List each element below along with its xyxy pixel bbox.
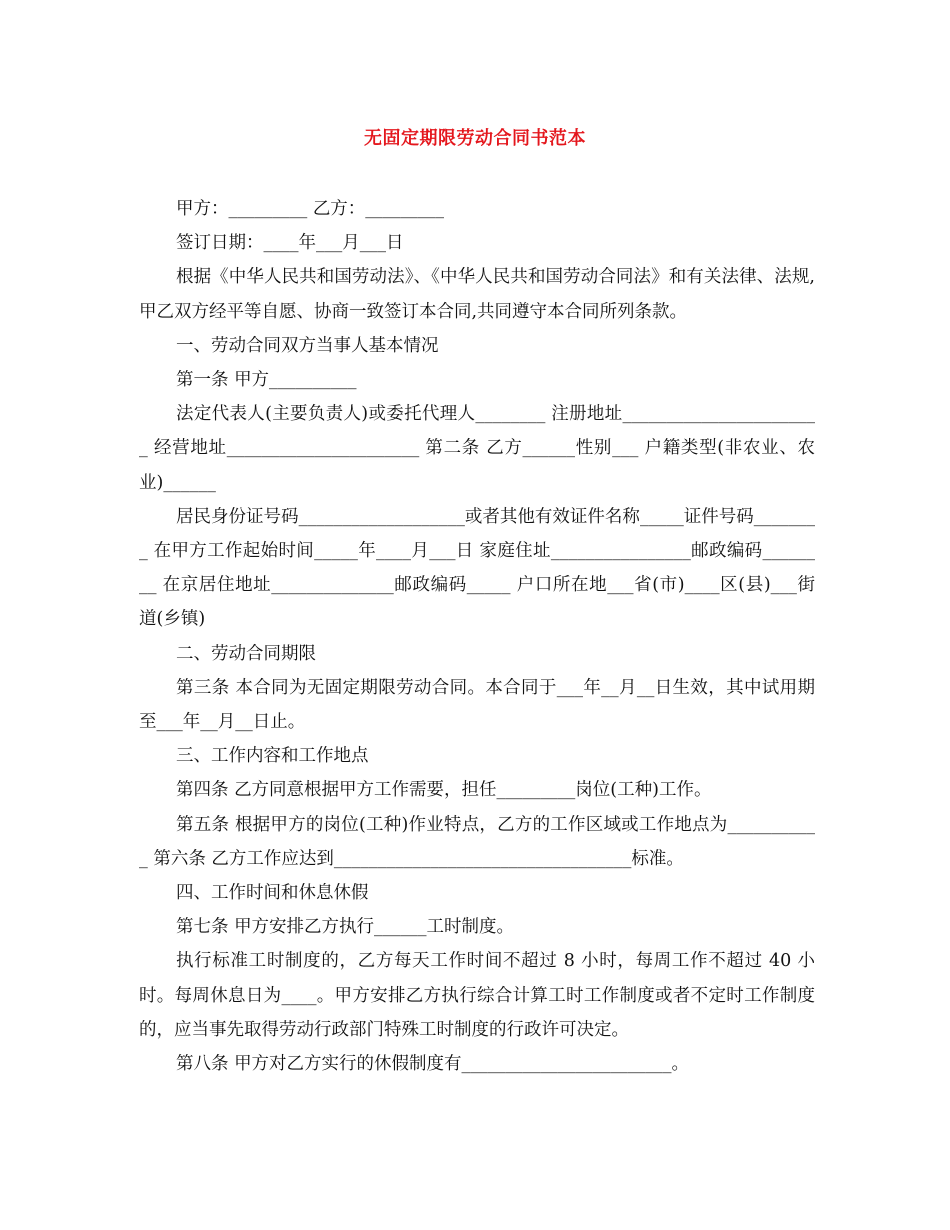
article-5-6: 第五条 根据甲方的岗位(工种)作业特点，乙方的工作区域或工作地点为___________ 第六条 乙方工作应达到__________________________________标准。 [139,814,815,869]
section-heading-1: 一、劳动合同双方当事人基本情况 [176,335,439,356]
preamble-paragraph: 根据《中华人民共和国劳动法》、《中华人民共和国劳动合同法》和有关法律、法规,甲乙双方经平等自愿、协商一致签订本合同,共同遵守本合同所列条款。 [139,267,815,322]
document-title: 无固定期限劳动合同书范本 [364,128,586,149]
working-hours-paragraph: 执行标准工时制度的，乙方每天工作时间不超过 8 小时，每周工作不超过 40 小时。每周休息日为____。甲方安排乙方执行综合计算工时工作制度或者不定时工作制度的，应当事先取得劳动行政部门特殊工时制度的行政许可决定。 [139,951,815,1040]
article-4: 第四条 乙方同意根据甲方工作需要，担任_________岗位(工种)工作。 [176,780,712,801]
article-8: 第八条 甲方对乙方实行的休假制度有________________________。 [176,1054,690,1075]
signing-date-line: 签订日期：____年___月___日 [176,233,404,254]
article-7: 第七条 甲方安排乙方执行______工时制度。 [176,917,515,938]
article-3: 第三条 本合同为无固定期限劳动合同。本合同于___年__月__日生效，其中试用期至___年__月__日止。 [139,677,815,733]
party-line: 甲方：_________ 乙方：_________ [176,199,445,219]
party-b-details: 居民身份证号码___________________或者其他有效证件名称_____证件号码________ 在甲方工作起始时间_____年____月___日 家庭住址________________邮政编码________ 在京居住地址______________邮政编码_____ 户口所在地___省(市)____区(县)___街道(乡镇) [139,506,815,630]
document-body [139,192,815,1081]
section-heading-3: 三、工作内容和工作地点 [176,746,369,767]
article-1: 第一条 甲方__________ [176,370,357,391]
section-heading-4: 四、工作时间和休息休假 [176,883,369,904]
section-heading-2: 二、劳动合同期限 [176,643,316,664]
party-a-details: 法定代表人(主要负责人)或委托代理人________ 注册地址_______________________ 经营地址______________________ 第二条 乙方______性别___ 户籍类型(非农业、农业)______ [139,404,815,493]
